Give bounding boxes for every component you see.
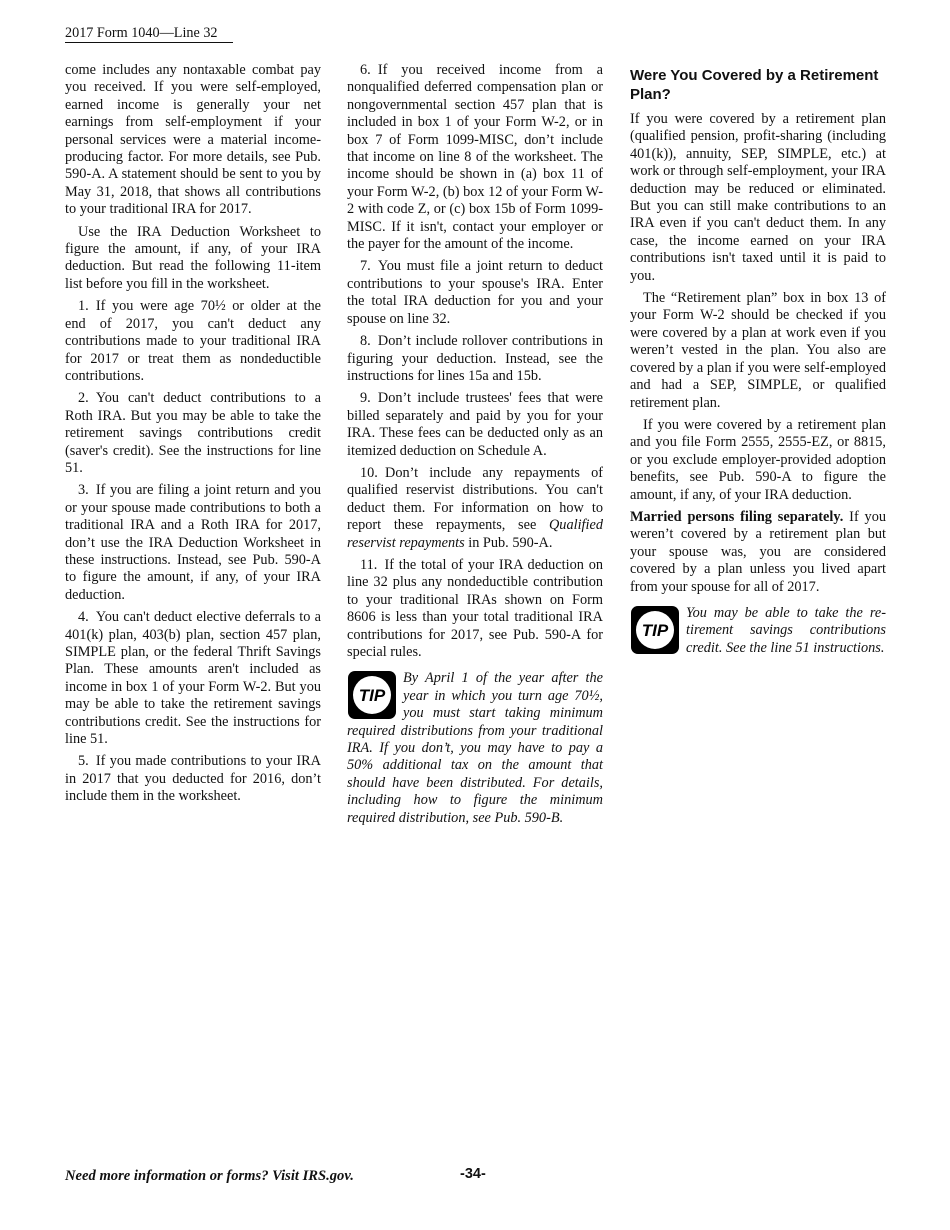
- section-heading: Were You Covered by a Retirement Plan?: [630, 67, 879, 103]
- tip-icon-label: TIP: [358, 686, 386, 706]
- running-header: 2017 Form 1040—Line 32: [65, 24, 233, 43]
- list-item: 11. If the total of your IRA deduction on line 32 plus any nondeductible contribution to your traditional IRAs shown on Form 8606 is less than your total traditional IRA contributions for 2017, see Pub. 590-A for special rules.: [347, 556, 603, 660]
- paragraph: come includes any nontaxable combat pay you received. If you were self-employed, earned income is generally your net earnings from self-employment if your personal services were a material income-producing factor. For more details, see Pub. 590-A. A statement should be sent to you by May 31, 2018, that shows all contributions to your traditional IRA for 2017.: [65, 62, 321, 218]
- run-in-heading: Married persons filing separately.: [630, 508, 844, 525]
- list-item: [347, 465, 603, 552]
- tip-text: By April 1 of the year after the year in which you turn age 70½, you must start taking minimum required distributions from your traditional IRA. If you don’t, you may have to pay a 50% additional tax on the amount that should have been distributed. For details, including how to figure the minimum required distribution, see Pub. 590-B.: [347, 670, 603, 826]
- paragraph: Use the IRA Deduction Worksheet to figure the amount, if any, of your IRA deduction. But read the following 11-item list before you fill in the worksheet.: [65, 223, 321, 292]
- tip-box: [347, 670, 603, 827]
- list-item: 2. You can't deduct contributions to a Roth IRA. But you may be able to take the retirement savings contributions credit (saver's credit). See the instructions for line 51.: [65, 390, 321, 476]
- tip-text: You may be able to take the retirement savings contributions credit. See the line 51 instructions.: [686, 604, 886, 656]
- list-item: 7. You must file a joint return to deduct contributions to your spouse's IRA. Enter the total IRA deduction for you and your spouse on line 32.: [347, 258, 603, 327]
- list-item: 6. If you received income from a nonqualified deferred compensation plan or nongovernmental section 457 plan that is included in box 1 of your Form W-2, or in box 7 of Form 1099-MISC, don’t include that income on line 8 of the worksheet. The income should be shown in (a) box 11 of your Form W-2, (b) box 12 of your Form W-2 with code Z, or (c) box 15b of Form 1099-MISC. If it isn't, contact your employer or the payer for the amount of the income.: [347, 62, 604, 253]
- page-number: -34-: [460, 1166, 486, 1182]
- list-item: 3. If you are filing a joint return and you or your spouse made contributions to both a traditional IRA and a Roth IRA for 2017, don’t use the IRA Deduction Worksheet in these instructions. Instead, see Pub. 590-A to figure the amount, if any, of your IRA deduction.: [65, 482, 321, 603]
- paragraph: [630, 509, 886, 596]
- tip-box: [630, 605, 886, 657]
- list-item: 4. You can't deduct elective deferrals to a 401(k) plan, 403(b) plan, section 457 plan, SIMPLE plan, or the federal Thrift Savings Plan. These amounts aren't included as income in box 1 of your Form W-2. But you may be able to take the retirement savings contributions credit. See the instructions for line 51.: [65, 609, 321, 748]
- list-item: 5. If you made contributions to your IRA in 2017 that you deducted for 2016, don’t include them in the worksheet.: [65, 753, 321, 805]
- item-10-text: 10. Don’t include any repayments of qualified reservist distributions. You can't deduct them. For information on how to report these repayments, see: [347, 464, 603, 534]
- column-3: [630, 62, 886, 657]
- footer-info: Need more information or forms? Visit IRS.gov.: [65, 1168, 354, 1184]
- item-10-text-end: in Pub. 590-A.: [464, 534, 553, 551]
- item-10-reference: Qualified reservist repayments: [347, 517, 603, 551]
- tip-icon: [347, 670, 397, 720]
- paragraph: If you were covered by a retirement plan (qualified pension, profit-sharing (including 401(k)), annuity, SEP, SIMPLE, etc.) at work or through self-employment, your IRA deduction may be reduced or eliminated. But you can still make contributions to an IRA even if you can't deduct them. In any case, the income earned on your IRA contributions isn't taxed until it is paid to you.: [630, 111, 886, 284]
- tip-icon: [630, 605, 680, 655]
- list-item: 8. Don’t include rollover contributions in figuring your deduction. Instead, see the instructions for lines 15a and 15b.: [347, 333, 603, 384]
- tip-icon-label: TIP: [641, 620, 669, 640]
- column-1: [65, 62, 321, 811]
- list-item: 1. If you were age 70½ or older at the end of 2017, you can't deduct any contributions made to your traditional IRA for 2017 or treat them as nondeductible contributions.: [65, 298, 321, 384]
- paragraph-text: If you weren’t covered by a retirement plan but your spouse was, you are considered covered by a plan unless you lived apart from your spouse for all of 2017.: [630, 508, 886, 595]
- column-2: [347, 62, 603, 827]
- list-item: 9. Don’t include trustees' fees that were billed separately and paid by you for your IRA. These fees can be deducted only as an itemized deduction on Schedule A.: [347, 390, 603, 459]
- paragraph: The “Retirement plan” box in box 13 of your Form W-2 should be checked if you were covered by a plan at work even if you weren’t vested in the plan. You also are covered by a plan if you were self-employed and had a SEP, SIMPLE, or qualified retirement plan.: [630, 290, 886, 411]
- paragraph: If you were covered by a retirement plan and you file Form 2555, 2555-EZ, or 8815, or you exclude employer-provided adoption benefits, see Pub. 590-A to figure the amount, if any, of your IRA deduction.: [630, 416, 886, 503]
